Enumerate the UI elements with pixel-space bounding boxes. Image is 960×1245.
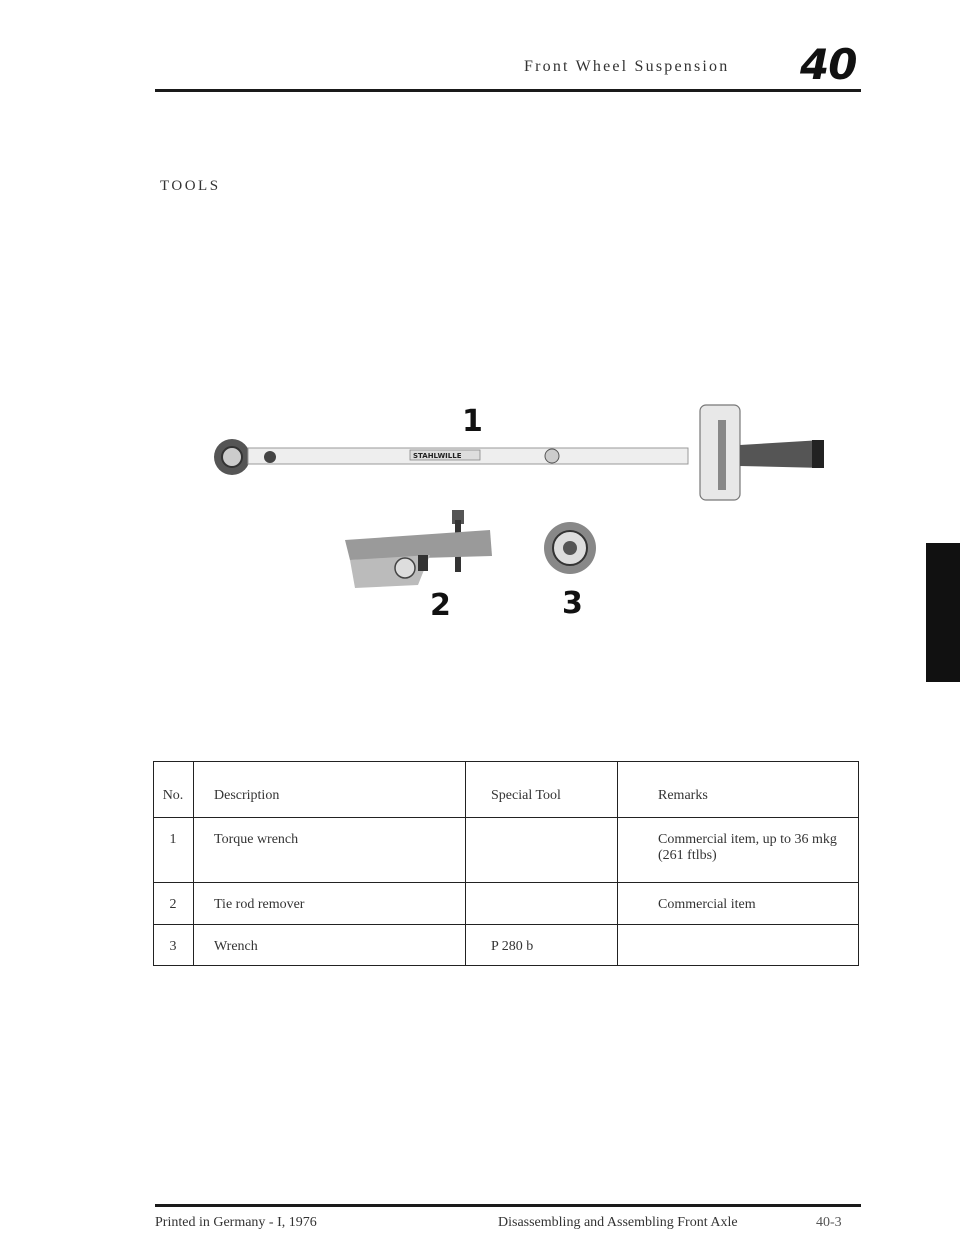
row-description: Torque wrench bbox=[194, 818, 466, 883]
row-no: 3 bbox=[154, 925, 194, 966]
torque-wrench-image bbox=[214, 405, 824, 500]
row-remarks: Commercial item bbox=[618, 883, 859, 925]
footer-chapter-title: Disassembling and Assembling Front Axle bbox=[498, 1215, 738, 1230]
row-remarks bbox=[618, 818, 859, 883]
row-remarks bbox=[618, 925, 859, 966]
tie-rod-remover-image bbox=[345, 510, 492, 588]
figure-label-1: 1 bbox=[462, 404, 483, 439]
table-row bbox=[154, 925, 859, 966]
figure-label-3: 3 bbox=[562, 586, 583, 621]
section-title: TOOLS bbox=[160, 178, 221, 194]
row-remarks-line1: Commercial item, up to 36 mkg bbox=[658, 832, 837, 847]
footer-page-number: 40-3 bbox=[816, 1215, 842, 1230]
row-special-tool bbox=[466, 818, 618, 883]
tools-figure bbox=[200, 400, 840, 640]
footer-print-info: Printed in Germany - I, 1976 bbox=[155, 1215, 317, 1230]
side-tab-marker bbox=[926, 543, 960, 682]
wrench-image bbox=[544, 522, 596, 574]
table-header-row bbox=[154, 762, 859, 818]
header-rule bbox=[155, 89, 861, 92]
table-row bbox=[154, 883, 859, 925]
row-special-tool: P 280 b bbox=[466, 925, 618, 966]
header-description: Description bbox=[194, 762, 466, 818]
row-remarks-line2: (261 ftlbs) bbox=[658, 848, 717, 863]
row-no: 2 bbox=[154, 883, 194, 925]
tools-illustration bbox=[200, 400, 840, 640]
table-row bbox=[154, 818, 859, 883]
header-no: No. bbox=[154, 762, 194, 818]
footer-rule bbox=[155, 1204, 861, 1207]
header-title: Front Wheel Suspension bbox=[524, 58, 730, 75]
header-special-tool: Special Tool bbox=[466, 762, 618, 818]
header-remarks: Remarks bbox=[618, 762, 859, 818]
brand-text: STAHLWILLE bbox=[413, 452, 462, 460]
section-number: 40 bbox=[800, 40, 857, 89]
figure-label-2: 2 bbox=[430, 588, 451, 623]
row-special-tool bbox=[466, 883, 618, 925]
row-description: Wrench bbox=[194, 925, 466, 966]
row-description: Tie rod remover bbox=[194, 883, 466, 925]
tools-table bbox=[153, 761, 859, 966]
row-no: 1 bbox=[154, 818, 194, 883]
